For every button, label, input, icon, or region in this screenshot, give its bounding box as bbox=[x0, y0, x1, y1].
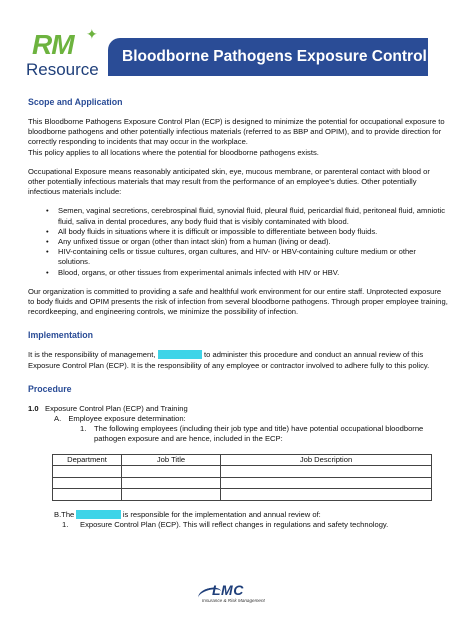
table-row bbox=[53, 466, 432, 478]
scope-heading: Scope and Application bbox=[28, 97, 123, 107]
item-a1-number: 1. bbox=[80, 424, 87, 434]
item-b1-text: Exposure Control Plan (ECP). This will reflect changes in regulations and safety technology. bbox=[80, 519, 389, 529]
table-cell[interactable] bbox=[221, 466, 432, 478]
implementation-text-post: to administer this procedure and conduct an annual review of this Exposure Control Plan (ECP). It is the responsibility of any employee or contractor involved to adhere fully to this policy. bbox=[28, 350, 430, 370]
column-header-job-description: Job Description bbox=[221, 454, 432, 466]
scope-paragraph-2: This policy applies to all locations where the potential for bloodborne pathogens exists. bbox=[28, 147, 319, 157]
item-a1-text: The following employees (including their job type and title) have potential occupational bloodborne pathogen exposure and are hence, included in the ECP: bbox=[94, 424, 424, 444]
item-b-post: is responsible for the implementation and annual review of: bbox=[120, 509, 321, 519]
table-row bbox=[53, 477, 432, 489]
document-title: Bloodborne Pathogens Exposure Control Plan bbox=[108, 38, 428, 76]
step-number: 1.0 bbox=[28, 403, 39, 413]
table-cell[interactable] bbox=[122, 489, 221, 501]
list-item: • All body fluids in situations where it is difficult or impossible to differentiate between body fluids. bbox=[58, 227, 448, 237]
table-cell[interactable] bbox=[53, 466, 122, 478]
table-cell[interactable] bbox=[122, 477, 221, 489]
title-position-field[interactable]: [title position] bbox=[76, 509, 121, 519]
procedure-item-a1 bbox=[28, 424, 448, 444]
lmc-logo-text: LMC bbox=[212, 582, 244, 598]
table-cell[interactable] bbox=[53, 489, 122, 501]
table-cell[interactable] bbox=[221, 477, 432, 489]
title-position-field[interactable]: [title position] bbox=[157, 350, 202, 360]
column-header-job-title: Job Title bbox=[122, 454, 221, 466]
procedure-heading: Procedure bbox=[28, 383, 72, 394]
document-body bbox=[28, 96, 448, 530]
implementation-heading: Implementation bbox=[28, 330, 94, 341]
list-item: • HIV-containing cells or tissue cultures, organ cultures, and HIV- or HBV-containing culture medium or other solutions. bbox=[58, 247, 448, 267]
employee-exposure-table bbox=[52, 454, 432, 501]
table-row bbox=[53, 489, 432, 501]
table-cell[interactable] bbox=[221, 489, 432, 501]
table-cell[interactable] bbox=[53, 477, 122, 489]
scope-paragraph-3: Occupational Exposure means reasonably anticipated skin, eye, mucous membrane, or parenteral contact with blood or other potentially infectious materials that may result from the performance of an employee's duties. Other potentially infectious materials include: bbox=[28, 166, 430, 197]
list-item: • Semen, vaginal secretions, cerebrospinal fluid, synovial fluid, pleural fluid, pericardial fluid, peritoneal fluid, amniotic fluid, saliva in dental procedures, any body fluid that is visibly contaminated with blood. bbox=[58, 206, 448, 226]
column-header-department: Department bbox=[53, 454, 122, 466]
scope-paragraph-1: This Bloodborne Pathogens Exposure Control Plan (ECP) is designed to minimize the potential for occupational exposure to bloodborne pathogens and other potentially infectious materials (referred to as BBP and OPIM), and to provide direction for correctly responding to incidents that may occur in the workplace. bbox=[28, 117, 445, 147]
step-title: Exposure Control Plan (ECP) and Training bbox=[45, 403, 188, 413]
rm-resource-logo bbox=[26, 26, 108, 82]
list-item: • Blood, organs, or other tissues from experimental animals infected with HIV or HBV. bbox=[58, 268, 448, 278]
infectious-materials-list bbox=[28, 206, 448, 277]
logo-rm-text: RM bbox=[32, 29, 74, 60]
table-header-row bbox=[53, 454, 432, 466]
procedure-step-1 bbox=[28, 404, 448, 414]
list-item: • Any unfixed tissue or organ (other than intact skin) from a human (living or dead). bbox=[58, 237, 448, 247]
scope-paragraph-4: Our organization is committed to providing a safe and healthful work environment for our entire staff. Unprotected exposure to body fluids and OPIM presents the risk of infection from several bloodborne pathogens. Through proper employee training, recordkeeping, and engineering controls, we minimize the possibility of infection. bbox=[28, 286, 448, 317]
implementation-text-pre: It is the responsibility of management, bbox=[28, 350, 158, 360]
lmc-tagline: Insurance & Risk Management bbox=[202, 598, 265, 603]
procedure-item-a bbox=[28, 414, 448, 424]
logo-resource-text: Resource bbox=[26, 60, 99, 79]
procedure-item-b1 bbox=[28, 520, 448, 530]
item-b1-number: 1. bbox=[62, 519, 69, 529]
item-a-label: A. bbox=[54, 414, 62, 424]
item-a-text: Employee exposure determination: bbox=[68, 414, 186, 424]
procedure-item-b bbox=[28, 510, 448, 520]
logo-star-icon: ✦ bbox=[86, 26, 98, 42]
implementation-paragraph bbox=[28, 350, 448, 370]
table-cell[interactable] bbox=[122, 466, 221, 478]
lmc-logo bbox=[194, 582, 284, 612]
item-b-pre: B.The bbox=[54, 509, 77, 519]
